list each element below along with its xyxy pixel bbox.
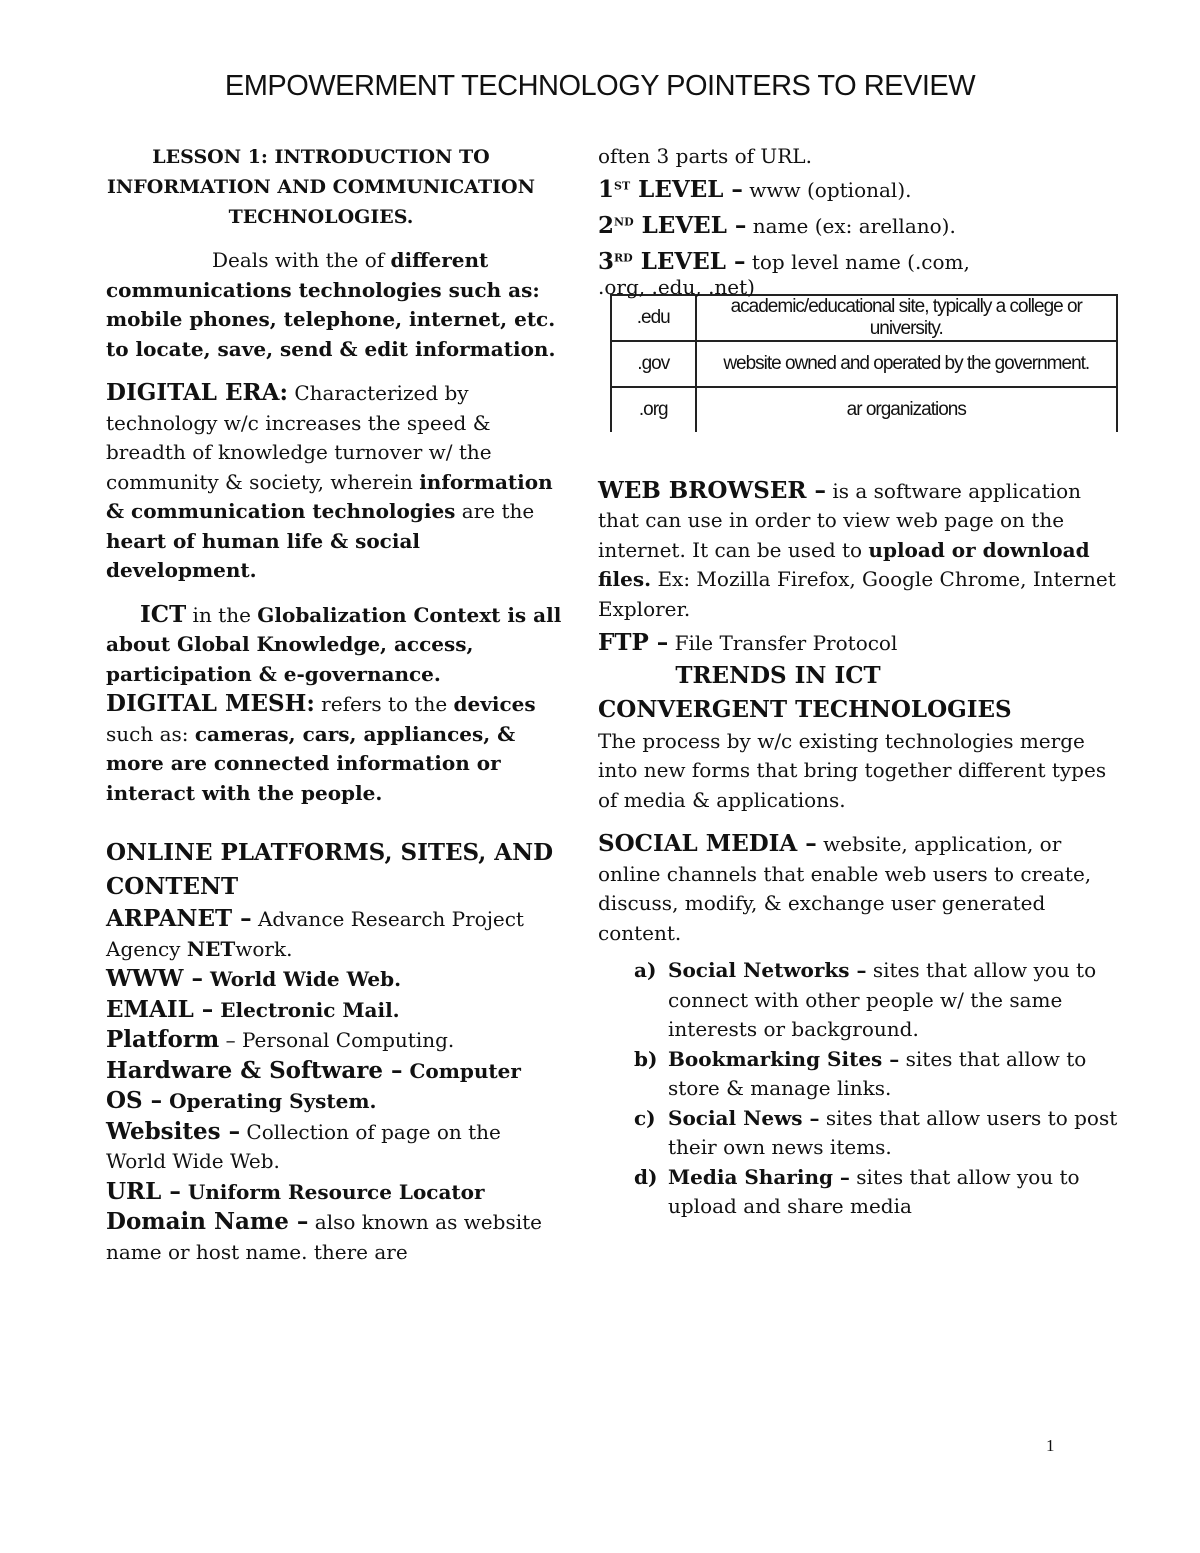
table-row (611, 295, 1117, 341)
social-media-text: website, application, or online channels that enable web users to create, discuss, modify, & exchange user generated content. (598, 832, 1092, 945)
hw-label: Hardware & Software – (106, 1056, 403, 1084)
list-item-text: sites that allow to store & manage links. (668, 1046, 1087, 1100)
list-marker: b) (634, 1046, 658, 1071)
domain-label: Domain Name – (106, 1208, 309, 1235)
hardware-software-entry (106, 1056, 566, 1087)
list-item (634, 1104, 1118, 1163)
domain-key: .org (611, 387, 696, 432)
mesh-bold2: cameras, cars, appliances, & more are connected information or interact with the people. (106, 721, 516, 805)
platforms-heading: ONLINE PLATFORMS, SITES, AND CONTENT (106, 839, 554, 900)
mesh-text2: such as: (106, 721, 195, 746)
email-entry (106, 995, 566, 1026)
os-label: OS – (106, 1087, 163, 1114)
level-3-text: top level name (.com, (745, 249, 970, 274)
email-label: EMAIL – (106, 995, 214, 1023)
level-1-sup: ST (614, 178, 631, 192)
url-parts-text: often 3 parts of URL. (598, 144, 812, 168)
web-browser-text2: Ex: Mozilla Firefox, Google Chrome, Internet Explorer. (598, 567, 1116, 621)
convergent-text: The process by w/c existing technologies merge into new forms that bring together different types of media & applications. (598, 728, 1107, 812)
list-item-label: Social News – (668, 1105, 820, 1130)
list-item-label: Bookmarking Sites – (668, 1046, 900, 1071)
table-row (611, 341, 1117, 387)
arpanet-bold: NET (186, 936, 236, 961)
list-marker: a) (634, 958, 657, 982)
list-item (634, 956, 1118, 1045)
intro-bold: different communications technologies such as: mobile phones, telephone, internet, etc. to locate, save, send & edit information. (106, 248, 556, 361)
list-item (634, 1045, 1118, 1104)
digital-era-bold1: information & communication technologies (106, 469, 553, 523)
mesh-bold1: devices (453, 692, 536, 716)
arpanet-label: ARPANET – (106, 905, 252, 932)
os-text: Operating System. (162, 1089, 377, 1113)
list-item-text: sites that allow users to post their own news items. (668, 1105, 1118, 1159)
list-item-text: sites that allow you to connect with other people w/ the same interests or background. (668, 958, 1097, 1041)
www-entry (106, 964, 566, 995)
platform-entry (106, 1025, 566, 1056)
platform-text: – Personal Computing. (219, 1028, 455, 1052)
trends-heading: TRENDS IN ICT (675, 661, 881, 689)
level-3-label: LEVEL – (632, 247, 746, 275)
list-marker: c) (634, 1105, 656, 1130)
url-text: Uniform Resource Locator (180, 1179, 485, 1204)
ftp-text: File Transfer Protocol (668, 631, 898, 655)
level-1-text: www (optional). (742, 177, 912, 202)
url-entry (106, 1177, 566, 1208)
list-item (634, 1163, 1118, 1222)
digital-era-text1: Characterized by technology w/c increases the speed & breadth of knowledge turnover w/ the community & society, wherein (106, 381, 492, 494)
domain-name-entry (106, 1207, 566, 1267)
digital-era-label: DIGITAL ERA: (106, 379, 288, 406)
social-media-types-list (598, 956, 1118, 1222)
websites-entry (106, 1117, 566, 1177)
arpanet-entry (106, 904, 566, 964)
www-label: WWW – (106, 965, 203, 992)
left-column (106, 142, 566, 1267)
convergent-heading: CONVERGENT TECHNOLOGIES (598, 695, 1012, 723)
ict-text: in the (186, 602, 258, 627)
intro-text: Deals with the of (212, 248, 391, 272)
list-item-label: Media Sharing – (668, 1164, 850, 1189)
digital-era-text2: are the (455, 499, 535, 523)
social-media-paragraph (598, 829, 1118, 948)
web-browser-text1: is a software application that can use in order to view web page on the internet. It can be used to (598, 478, 1081, 562)
domain-desc: website owned and operated by the government. (696, 341, 1117, 387)
page-number: 1 (1046, 1436, 1055, 1455)
digital-mesh-label: DIGITAL MESH: (106, 690, 315, 717)
level-3-sup: RD (614, 250, 633, 264)
lesson-title: LESSON 1: INTRODUCTION TO INFORMATION AND COMMUNICATION TECHNOLOGIES. (107, 146, 535, 228)
domain-key: .gov (611, 341, 696, 387)
level-2-text: name (ex: arellano). (746, 213, 956, 238)
level-3-num: 3 (598, 247, 615, 275)
intro-paragraph (106, 246, 566, 364)
web-browser-bold: upload or download files. (598, 537, 1090, 591)
social-media-label: SOCIAL MEDIA – (598, 830, 817, 857)
hw-text: Computer (402, 1058, 521, 1083)
www-text: World Wide Web. (203, 967, 402, 991)
right-column (598, 142, 1118, 1222)
domain-key: .edu (611, 295, 696, 341)
digital-era-bold2: heart of human life & social development. (106, 528, 421, 582)
domain-text: also known as website name or host name. there are (106, 1210, 542, 1264)
list-item-label: Social Networks – (668, 958, 867, 982)
digital-era-paragraph (106, 378, 566, 586)
arpanet-text2: work. (235, 936, 293, 961)
arpanet-text1: Advance Research Project Agency (106, 907, 524, 961)
level-1-num: 1 (598, 175, 615, 203)
level-2-sup: ND (614, 214, 634, 228)
web-browser-label: WEB BROWSER – (598, 476, 826, 504)
mesh-text1: refers to the (314, 692, 454, 716)
ftp-label: FTP – (598, 629, 669, 656)
table-row (611, 387, 1117, 432)
ict-label: ICT (140, 600, 187, 628)
digital-mesh-paragraph (106, 689, 566, 808)
page-title: EMPOWERMENT TECHNOLOGY POINTERS TO REVIEW (224, 70, 976, 102)
list-item-text: sites that allow you to upload and share media (668, 1164, 1080, 1218)
ftp-entry (598, 628, 1118, 659)
level-1-label: LEVEL – (630, 175, 743, 203)
ict-bold: Globalization Context is all about Global Knowledge, access, participation & e-governance. (106, 602, 562, 686)
level-1 (598, 172, 1118, 208)
websites-text: Collection of page on the World Wide Web. (106, 1119, 501, 1173)
web-browser-paragraph (598, 476, 1118, 625)
domain-table (610, 294, 1118, 432)
os-entry (106, 1086, 566, 1117)
list-marker: d) (634, 1164, 658, 1189)
level-2 (598, 208, 1118, 244)
level-2-label: LEVEL – (633, 211, 747, 239)
domain-desc: ar organizations (696, 387, 1117, 432)
platform-label: Platform (106, 1026, 220, 1053)
ict-paragraph (106, 600, 566, 690)
url-label: URL – (106, 1177, 181, 1205)
email-text: Electronic Mail. (213, 997, 400, 1022)
level-2-num: 2 (598, 211, 615, 239)
websites-label: Websites – (106, 1117, 241, 1145)
level-3-continued: .org, .edu, .net) (598, 274, 755, 299)
domain-desc: academic/educational site, typically a college or university. (696, 295, 1117, 341)
